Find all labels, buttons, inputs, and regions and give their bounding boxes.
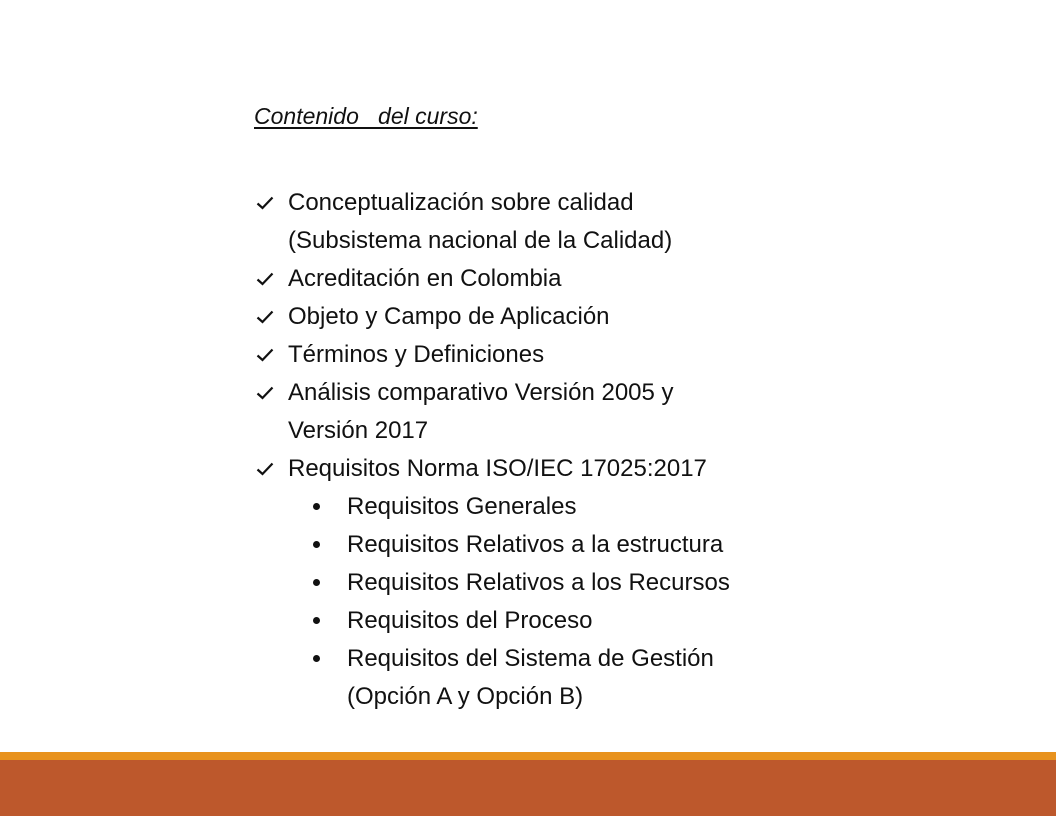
bullet-item-text: (Opción A y Opción B) — [347, 683, 584, 710]
bullet-item — [254, 640, 874, 716]
checklist-item — [254, 184, 874, 260]
checklist-item-text: Conceptualización sobre calidad — [288, 189, 634, 216]
bullet-icon — [313, 541, 320, 548]
checkmark-icon — [256, 310, 274, 324]
bullet-icon — [313, 579, 320, 586]
checklist-item-text: Acreditación en Colombia — [288, 265, 562, 292]
checklist-item-text: (Subsistema nacional de la Calidad) — [288, 227, 673, 254]
bullet-item-text: Requisitos Relativos a los Recursos — [347, 569, 730, 596]
checkmark-icon — [256, 196, 274, 210]
checklist-item — [254, 450, 874, 488]
course-content — [254, 100, 874, 716]
bullet-item — [254, 488, 874, 526]
bullet-item — [254, 564, 874, 602]
footer-accent-stripe — [0, 752, 1056, 760]
checklist-item-text: Requisitos Norma ISO/IEC 17025:2017 — [288, 455, 707, 482]
requirements-sublist — [254, 488, 874, 716]
bullet-icon — [313, 655, 320, 662]
checklist — [254, 184, 874, 488]
bullet-item-text: Requisitos Relativos a la estructura — [347, 531, 724, 558]
checkmark-icon — [256, 386, 274, 400]
checklist-item — [254, 298, 874, 336]
checkmark-icon — [256, 348, 274, 362]
checklist-item-text: Objeto y Campo de Aplicación — [288, 303, 610, 330]
checklist-item-text: Análisis comparativo Versión 2005 y — [288, 379, 674, 406]
bullet-icon — [313, 617, 320, 624]
bullet-item — [254, 526, 874, 564]
bullet-item-text: Requisitos del Sistema de Gestión — [347, 645, 714, 672]
checkmark-icon — [256, 272, 274, 286]
checklist-item-text: Términos y Definiciones — [288, 341, 545, 368]
bullet-item-text: Requisitos del Proceso — [347, 607, 593, 634]
checklist-item — [254, 336, 874, 374]
checklist-item-text: Versión 2017 — [288, 417, 429, 444]
checkmark-icon — [256, 462, 274, 476]
bullet-icon — [313, 503, 320, 510]
bullet-item-text: Requisitos Generales — [347, 493, 577, 520]
content-heading: Contenido del curso: — [254, 103, 478, 129]
footer-bar — [0, 760, 1056, 816]
checklist-item — [254, 260, 874, 298]
checklist-item — [254, 374, 874, 450]
bullet-item — [254, 602, 874, 640]
